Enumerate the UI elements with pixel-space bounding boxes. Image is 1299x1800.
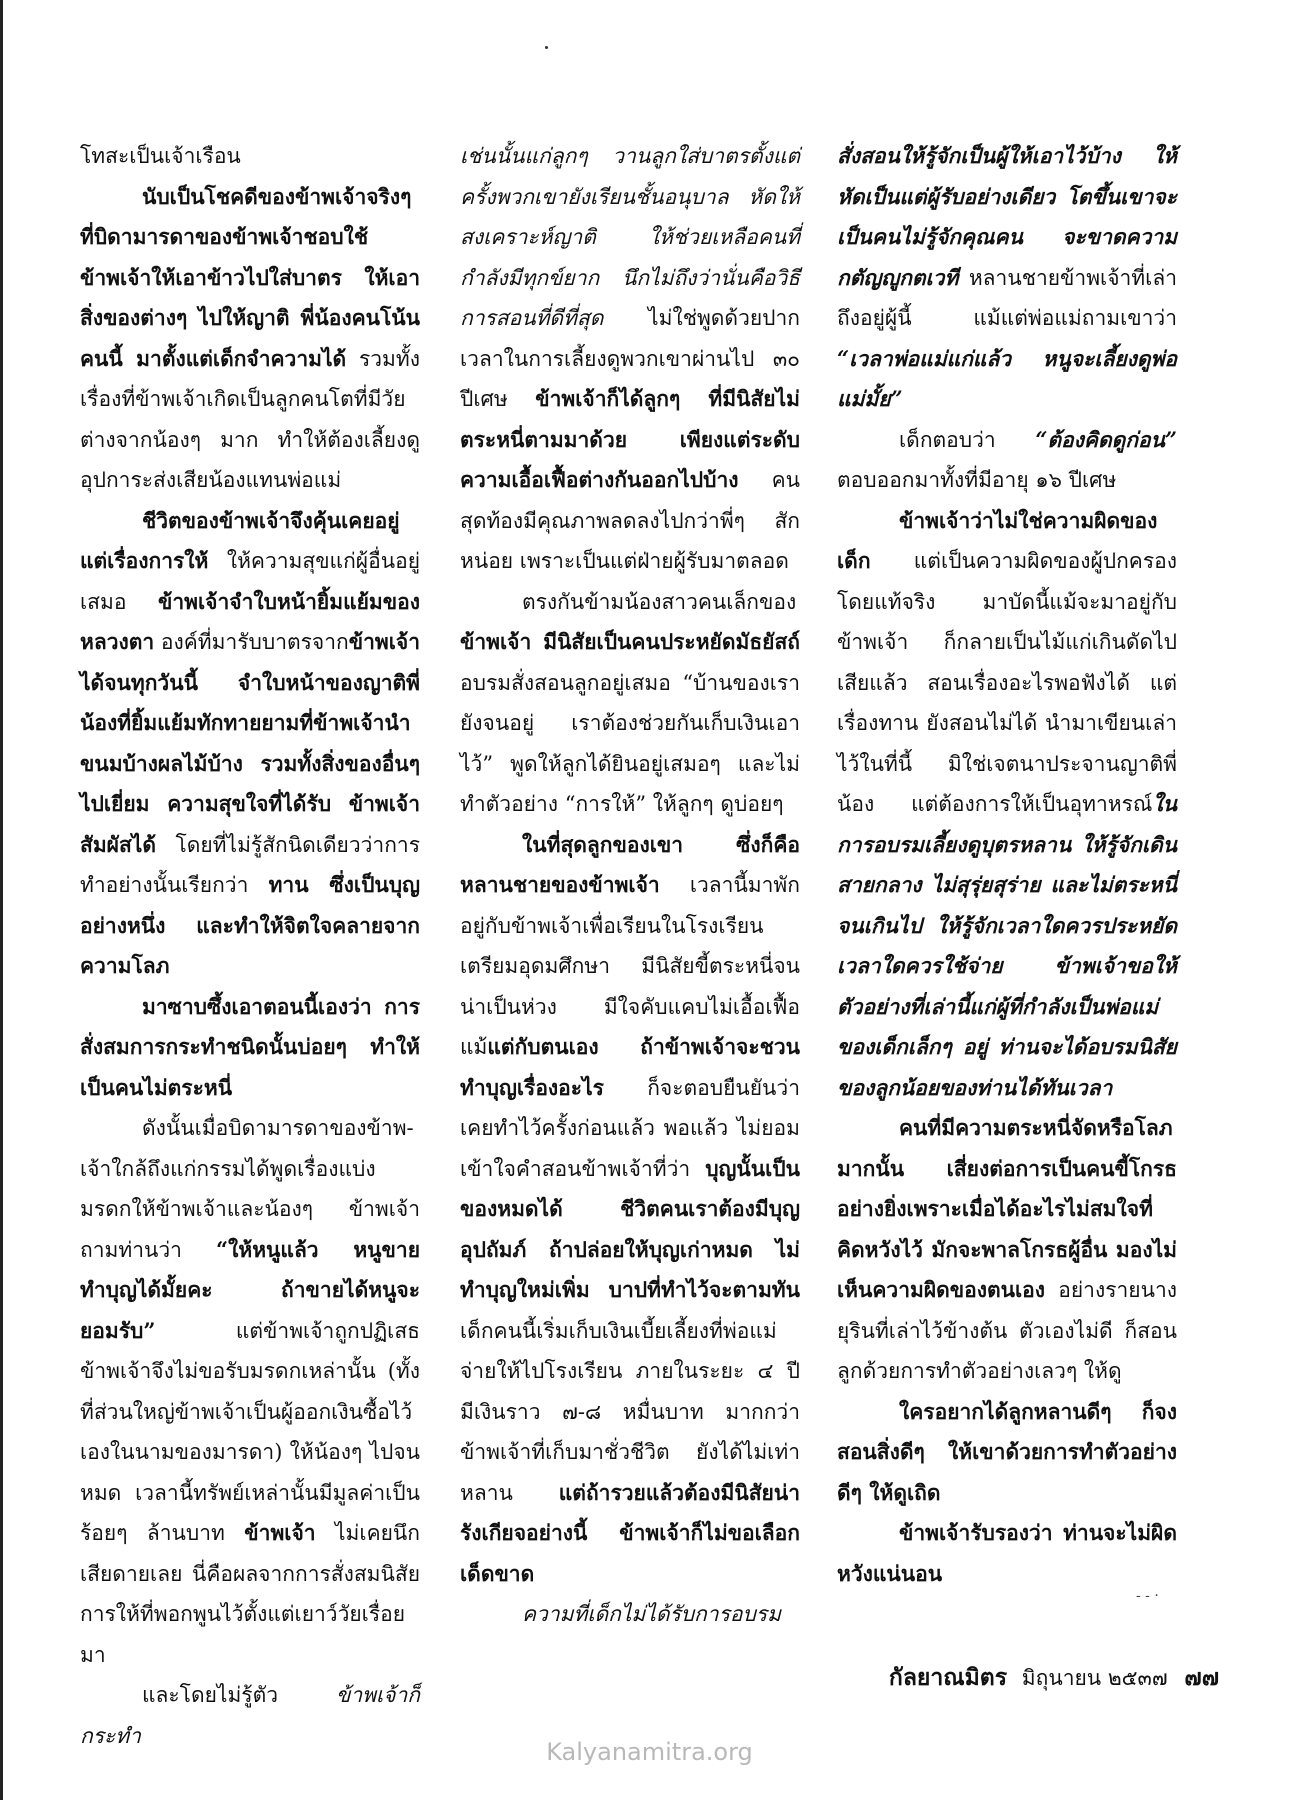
paragraph bbox=[460, 136, 800, 582]
magazine-name: กัลยาณมิตร bbox=[888, 1664, 1008, 1691]
issue-date: มิถุนายน ๒๕๓๗ bbox=[1021, 1666, 1168, 1690]
text-run: เช่นนั้นแก่ลูกๆ วานลูกใส่บาตรตั้งแต่ครั้งพวกเขายังเรียนชั้นอนุบาล หัดให้สงเคราะห์ญาติ ให้ช่วยเหลือคนที่กำลังมีทุกข์ยาก นึกไม่ถึงว่านั่นคือวิธีการสอนที่ดีที่สุด bbox=[460, 144, 800, 330]
text-run: แต่กับตนเอง ถ้าข้าพเจ้าจะชวนทำบุญเรื่องอะไร bbox=[460, 1034, 800, 1100]
text-run: ข้าพเจ้า bbox=[244, 1520, 316, 1545]
text-run: ข้าพเจ้า bbox=[348, 629, 420, 654]
text-run: ตรงกันข้ามน้องสาวคนเล็กของ bbox=[522, 589, 797, 614]
text-run: มาซาบซึ้งเอาตอนนี้เองว่า การสั่งสมการกระทำชนิดนั้นบ่อยๆ ทำให้เป็นคนไม่ตระหนี่ bbox=[80, 993, 420, 1100]
text-run: ในที่สุดลูกของเขา ซึ่งก็คือหลานชายของข้าพเจ้า bbox=[460, 831, 800, 897]
text-run: คนที่มีความตระหนี่จัดหรือโลภมากนั้น เสี่ยงต่อการเป็นคนขี้โกรธอย่างยิ่งเพราะเมื่อได้อะไรไม่สมใจที่คิดหวังไว้ มักจะพาลโกรธผู้อื่น มองไม่เห็นความผิดของตนเอง bbox=[837, 1115, 1177, 1302]
text-run: ทาน ซึ่งเป็นบุญอย่างหนึ่ง และทำให้จิตใจคลายจากความโลภ bbox=[80, 872, 420, 978]
text-run: ความที่เด็กไม่ได้รับการอบรม bbox=[522, 1602, 781, 1626]
text-run: ข้าพเจ้าก็ได้ลูกๆ ที่มีนิสัยไม่ตระหนี่ตามมาด้วย เพียงแต่ระดับความเอื้อเฟื้อต่างกันออกไปบ้าง bbox=[460, 386, 800, 492]
paragraph bbox=[80, 177, 420, 501]
text-run: ชีวิตของข้าพเจ้าจึงคุ้นเคยอยู่แต่เรื่องการให้ bbox=[80, 507, 400, 573]
column-1 bbox=[80, 136, 420, 1756]
text-run: คนสุดท้องมีคุณภาพลดลงไปกว่าพี่ๆ สักหน่อย เพราะเป็นแต่ฝ่ายผู้รับมาตลอด bbox=[460, 468, 800, 573]
text-run: ข้าพเจ้าจำใบหน้ายิ้มแย้มของหลวงตา bbox=[80, 588, 420, 654]
text-run: ไม่เคยนึกเสียดายเลย นี่คือผลจากการสั่งสมนิสัยการให้ที่พอกพูนไว้ตั้งแต่เยาว์วัยเรื่อยมา bbox=[80, 1521, 420, 1667]
paragraph bbox=[80, 136, 420, 177]
text-run: “ให้หนูแล้ว หนูขายทำบุญได้มั้ยคะ ถ้าขายได้หนูจะยอมรับ” bbox=[80, 1236, 420, 1343]
text-run: โดยที่ไม่รู้สักนิดเดียวว่าการทำอย่างนั้นเรียกว่า bbox=[80, 832, 420, 897]
paragraph bbox=[460, 1594, 800, 1635]
text-run: รวมทั้งเรื่องที่ข้าพเจ้าเกิดเป็นลูกคนโตที่มีวัยต่างจากน้องๆ มาก ทำให้ต้องเลี้ยงดูอุปการะส่งเสียน้องแทนพ่อแม่ bbox=[80, 346, 420, 492]
text-run: หลานชายข้าพเจ้าที่เล่าถึงอยู่ผู้นี้ แม้แต่พ่อแม่ถามเขาว่า bbox=[837, 265, 1177, 330]
text-run: ก็จะตอบยืนยันว่า เคยทำไว้ครั้งก่อนแล้ว พอแล้ว ไม่ยอมเข้าใจคำสอนข้าพเจ้าที่ว่า bbox=[460, 1075, 800, 1181]
text-run: เด็กคนนี้เริ่มเก็บเงินเบี้ยเลี้ยงที่พ่อแม่จ่ายให้ไปโรงเรียน ภายในระยะ ๔ ปี มีเงินราว ๗-๘ หมื่นบาท มากกว่าข้าพเจ้าที่เก็บมาชั่วชีวิต ยังได้ไม่เท่าหลาน bbox=[460, 1318, 800, 1505]
text-run: องค์ที่มารับบาตรจาก bbox=[154, 630, 349, 654]
text-run: ดังนั้นเมื่อบิดามารดาของข้าพ-เจ้าใกล้ถึงแก่กรรมได้พูดเรื่องแบ่งมรดกให้ข้าพเจ้าและน้องๆ ข้าพเจ้าถามท่านว่า bbox=[80, 1116, 420, 1262]
paragraph bbox=[837, 136, 1177, 420]
paragraph bbox=[837, 1108, 1177, 1392]
text-run: ข้าพเจ้ารับรองว่า ท่านจะไม่ผิดหวังแน่นอน bbox=[837, 1520, 1177, 1586]
print-speck bbox=[545, 46, 548, 49]
text-run: เวลานี้มาพักอยู่กับข้าพเจ้าเพื่อเรียนในโรงเรียนเตรียมอุดมศึกษา มีนิสัยขี้ตระหนี่จนน่าเป็นห่วง มีใจคับแคบไม่เอื้อเฟื้อแม้ bbox=[460, 873, 800, 1059]
paragraph bbox=[837, 501, 1177, 1109]
text-run: ตอบออกมาทั้งที่มีอายุ ๑๖ ปีเศษ bbox=[837, 468, 1117, 492]
paragraph bbox=[837, 1513, 1177, 1594]
page-footer bbox=[889, 1660, 1219, 1696]
print-mark: ‐ ‐ · bbox=[1136, 1588, 1159, 1604]
text-run: แต่ข้าพเจ้าถูกปฏิเสธ ข้าพเจ้าจึงไม่ขอรับมรดกเหล่านั้น (ทั้งที่ส่วนใหญ่ข้าพเจ้าเป็นผู้ออกเงินซื้อไว้เองในนามของมารดา) ให้น้องๆ ไปจนหมด เวลานี้ทรัพย์เหล่านั้นมีมูลค่าเป็นร้อยๆ ล้านบาท bbox=[80, 1318, 420, 1545]
text-run: ในการอบรมเลี้ยงดูบุตรหลาน ให้รู้จักเดินสายกลาง ไม่สุรุ่ยสุร่าย และไม่ตระหนี่จนเกินไป ให้รู้จักเวลาใดควรประหยัด เวลาใดควรใช้จ่าย ข้าพเจ้าขอให้ตัวอย่างที่เล่านี้แก่ผู้ที่กำลังเป็นพ่อแม่ของเด็กเล็กๆ อยู่ ท่านจะได้อบรมนิสัยของลูกน้อยของท่านได้ทันเวลา bbox=[837, 791, 1177, 1100]
text-run: ข้าพเจ้า มีนิสัยเป็นคนประหยัดมัธยัสถ์ bbox=[460, 629, 800, 654]
text-run: ข้าพเจ้าว่าไม่ใช่ความผิดของเด็ก bbox=[837, 507, 1158, 573]
text-run: โทสะเป็นเจ้าเรือน bbox=[80, 144, 241, 168]
paragraph bbox=[837, 1392, 1177, 1514]
paragraph bbox=[837, 420, 1177, 501]
text-run: นับเป็นโชคดีของข้าพเจ้าจริงๆ ที่บิดามารดาของข้าพเจ้าชอบใช้ข้าพเจ้าให้เอาข้าวไปใส่บาตร ให้เอาสิ่งของต่างๆ ไปให้ญาติ พี่น้องคนโน้นคนนี้ มาตั้งแต่เด็กจำความได้ bbox=[80, 183, 420, 371]
column-3 bbox=[837, 136, 1177, 1594]
paragraph bbox=[460, 825, 800, 1595]
text-run: แต่ถ้ารวยแล้วต้องมีนิสัยน่ารังเกียจอย่างนี้ ข้าพเจ้าก็ไม่ขอเลือกเด็ดขาด bbox=[460, 1479, 800, 1586]
text-run: บุญนั้นเป็นของหมดได้ ชีวิตคนเราต้องมีบุญอุปถัมภ์ ถ้าปล่อยให้บุญเก่าหมด ไม่ทำบุญใหม่เพิ่ม บาปที่ทำไว้จะตามทัน bbox=[460, 1155, 800, 1302]
text-run: สั่งสอนให้รู้จักเป็นผู้ให้เอาไว้บ้าง ให้หัดเป็นแต่ผู้รับอย่างเดียว โตขึ้นเขาจะเป็นคนไม่รู้จักคุณคน จะขาดความกตัญญูกตเวที bbox=[837, 143, 1177, 290]
text-run: อบรมสั่งสอนลูกอยู่เสมอ “บ้านของเรายังจนอยู่ เราต้องช่วยกันเก็บเงินเอาไว้” พูดให้ลูกได้ยินอยู่เสมอๆ และไม่ทำตัวอย่าง “การให้” ให้ลูกๆ ดูบ่อยๆ bbox=[460, 670, 800, 816]
text-run: ให้ความสุขแก่ผู้อื่นอยู่เสมอ bbox=[80, 549, 420, 614]
page-edge bbox=[0, 0, 3, 1800]
text-run: “ต้องคิดดูก่อน” bbox=[1035, 426, 1177, 452]
column-2 bbox=[460, 136, 800, 1635]
text-run: ข้าพเจ้าก็กระทำ bbox=[80, 1683, 420, 1748]
page-number: ๗๗ bbox=[1184, 1664, 1219, 1691]
text-run: ไม่ใช่พูดด้วยปากเวลาในการเลี้ยงดูพวกเขาผ่านไป ๓๐ ปีเศษ bbox=[460, 306, 800, 411]
text-run: แต่เป็นความผิดของผู้ปกครองโดยแท้จริง มาบัดนี้แม้จะมาอยู่กับข้าพเจ้า ก็กลายเป็นไม้แก่เกินดัดไปเสียแล้ว สอนเรื่องอะไรพอฟังได้ แต่เรื่องทาน ยังสอนไม่ได้ นำมาเขียนเล่าไว้ในที่นี้ มิใช่เจตนาประจานญาติพี่น้อง แต่ต้องการให้เป็นอุทาหรณ์ bbox=[837, 549, 1177, 816]
text-run: ได้จนทุกวันนี้ จำใบหน้าของญาติพี่น้องที่ยิ้มแย้มทักทายยามที่ข้าพเจ้านำขนมบ้างผลไม้บ้าง รวมทั้งสิ่งของอื่นๆ ไปเยี่ยม ความสุขใจที่ได้รับ ข้าพเจ้าสัมผัสได้ bbox=[80, 669, 420, 857]
text-run: ใครอยากได้ลูกหลานดีๆ ก็จงสอนสิ่งดีๆ ให้เขาด้วยการทำตัวอย่างดีๆ ให้ดูเถิด bbox=[837, 1398, 1177, 1505]
paragraph bbox=[80, 501, 420, 987]
paragraph bbox=[80, 987, 420, 1109]
text-run: เด็กตอบว่า bbox=[899, 427, 1036, 452]
text-run: และโดยไม่รู้ตัว bbox=[142, 1683, 337, 1707]
paragraph bbox=[460, 582, 800, 825]
text-run: อย่างรายนางยุรินที่เล่าไว้ข้างต้น ตัวเองไม่ดี ก็สอนลูกด้วยการทำตัวอย่างเลวๆ ให้ดู bbox=[837, 1278, 1177, 1383]
text-run: “เวลาพ่อแม่แก่แล้ว หนูจะเลี้ยงดูพ่อแม่มั้ย” bbox=[837, 345, 1177, 411]
watermark: Kalyanamitra.org bbox=[546, 1738, 753, 1766]
paragraph bbox=[80, 1108, 420, 1675]
